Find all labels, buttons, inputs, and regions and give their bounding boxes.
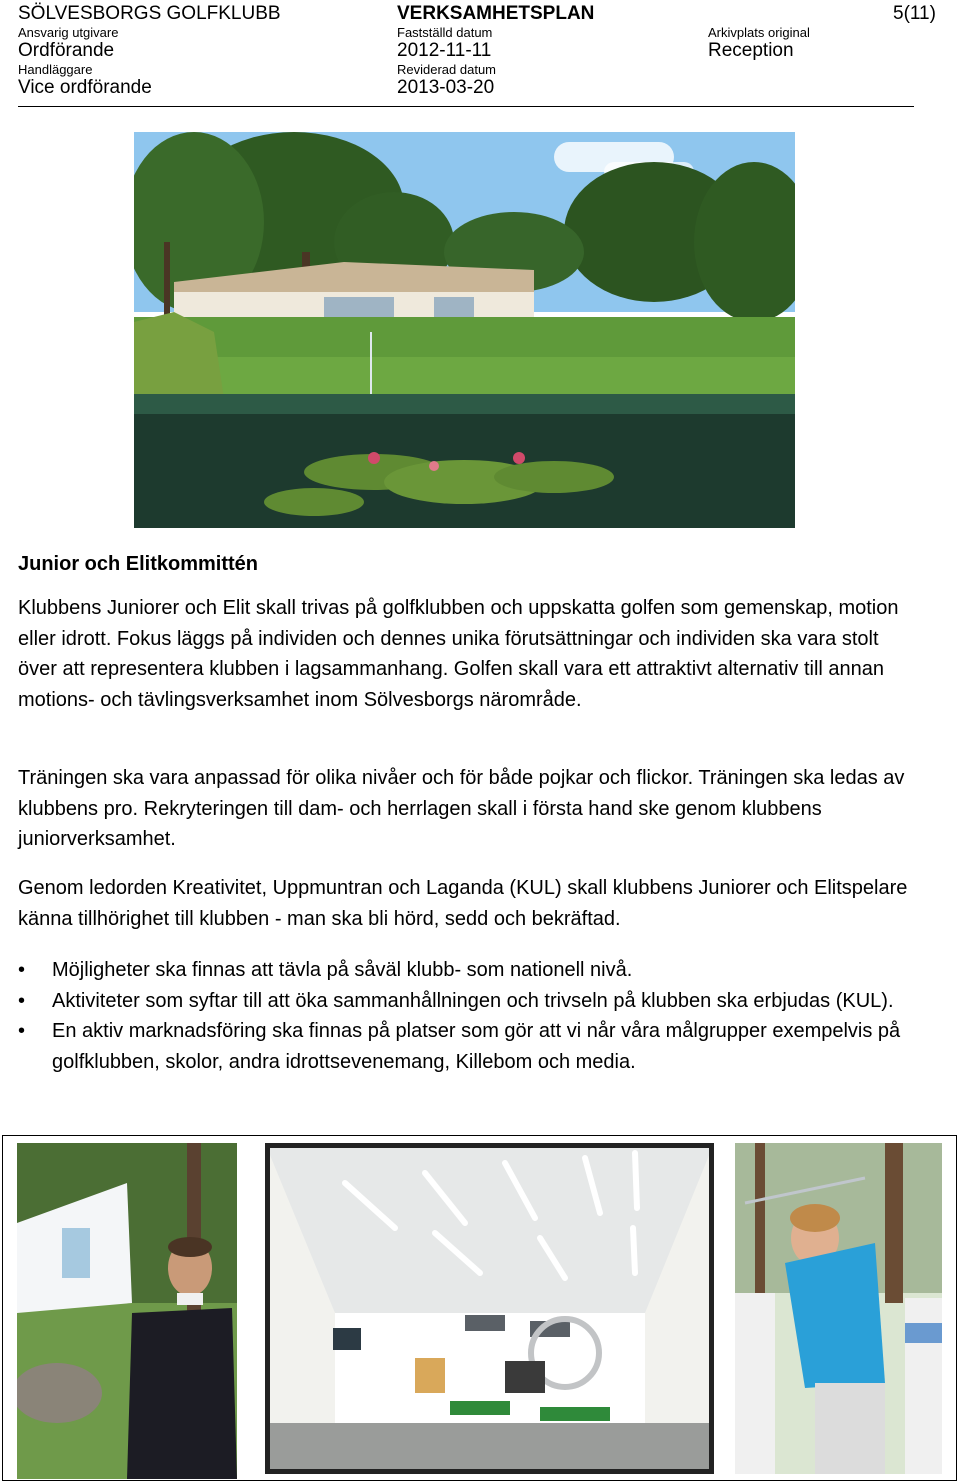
golf-pro-with-flag-photo [17,1143,237,1479]
list-item [18,955,918,986]
handler-label: Handläggare [18,62,93,77]
established-value: 2012-11-11 [397,40,492,61]
header-rule [18,106,914,107]
responsible-value: Ordförande [18,40,115,61]
established-label: Fastställd datum [397,25,493,40]
archive-label: Arkivplats original [708,25,810,40]
clubhouse-pond-photo [134,132,795,528]
bullet-dot: • [18,959,26,981]
revised-label: Reviderad datum [397,62,496,77]
list-item [18,986,918,1017]
bullet-dot: • [18,1020,26,1042]
handler-value: Vice ordförande [18,77,152,98]
indoor-training-studio-photo [265,1143,714,1474]
bullet-text: Aktiviteter som syftar till att öka sammanhållningen och trivseln på klubben ska erbjudas (KUL). [52,989,894,1012]
junior-golfer-swing-photo [735,1143,942,1474]
list-item [18,1016,918,1077]
club-name: SÖLVESBORGS GOLFKLUBB [18,3,281,24]
bullet-dot: • [18,989,26,1012]
paragraph-1: Klubbens Juniorer och Elit skall trivas på golfklubben och uppskatta golfen som gemenskap, motion eller idrott. Fokus läggs på individen och dennes unika förutsättningar och individen ska vara stolt över att representera klubben i lagsammanhang. Golfen skall vara ett attraktivt alternativ till annan motions- och tävlingsverksamhet inom Sölvesborgs närområde. [18,597,899,711]
archive-value: Reception [708,40,794,61]
section-heading: Junior och Elitkommittén [18,553,259,575]
document-header [0,0,960,108]
revised-value: 2013-03-20 [397,77,495,98]
responsible-label: Ansvarig utgivare [18,25,119,40]
bullet-text: En aktiv marknadsföring ska finnas på platser som gör att vi når våra målgrupper exempelvis på golfklubben, skolor, andra idrottsevenemang, Killebom och media. [52,1020,901,1073]
bullet-text: Möjligheter ska finnas att tävla på såväl klubb- som nationell nivå. [52,959,633,981]
paragraph-2: Träningen ska vara anpassad för olika nivåer och för både pojkar och flickor. Träningen ska ledas av klubbens pro. Rekryteringen till dam- och herrlagen skall i första hand ske genom klubbens juniorverksamhet. [18,767,905,850]
paragraph-3: Genom ledorden Kreativitet, Uppmuntran och Laganda (KUL) skall klubbens Juniorer och Elitspelare känna tillhörighet till klubben - man ska bli hörd, sedd och bekräftad. [18,877,908,930]
page-number: 5(11) [893,3,936,24]
doc-type: VERKSAMHETSPLAN [397,3,595,24]
bullet-list [18,955,918,1077]
